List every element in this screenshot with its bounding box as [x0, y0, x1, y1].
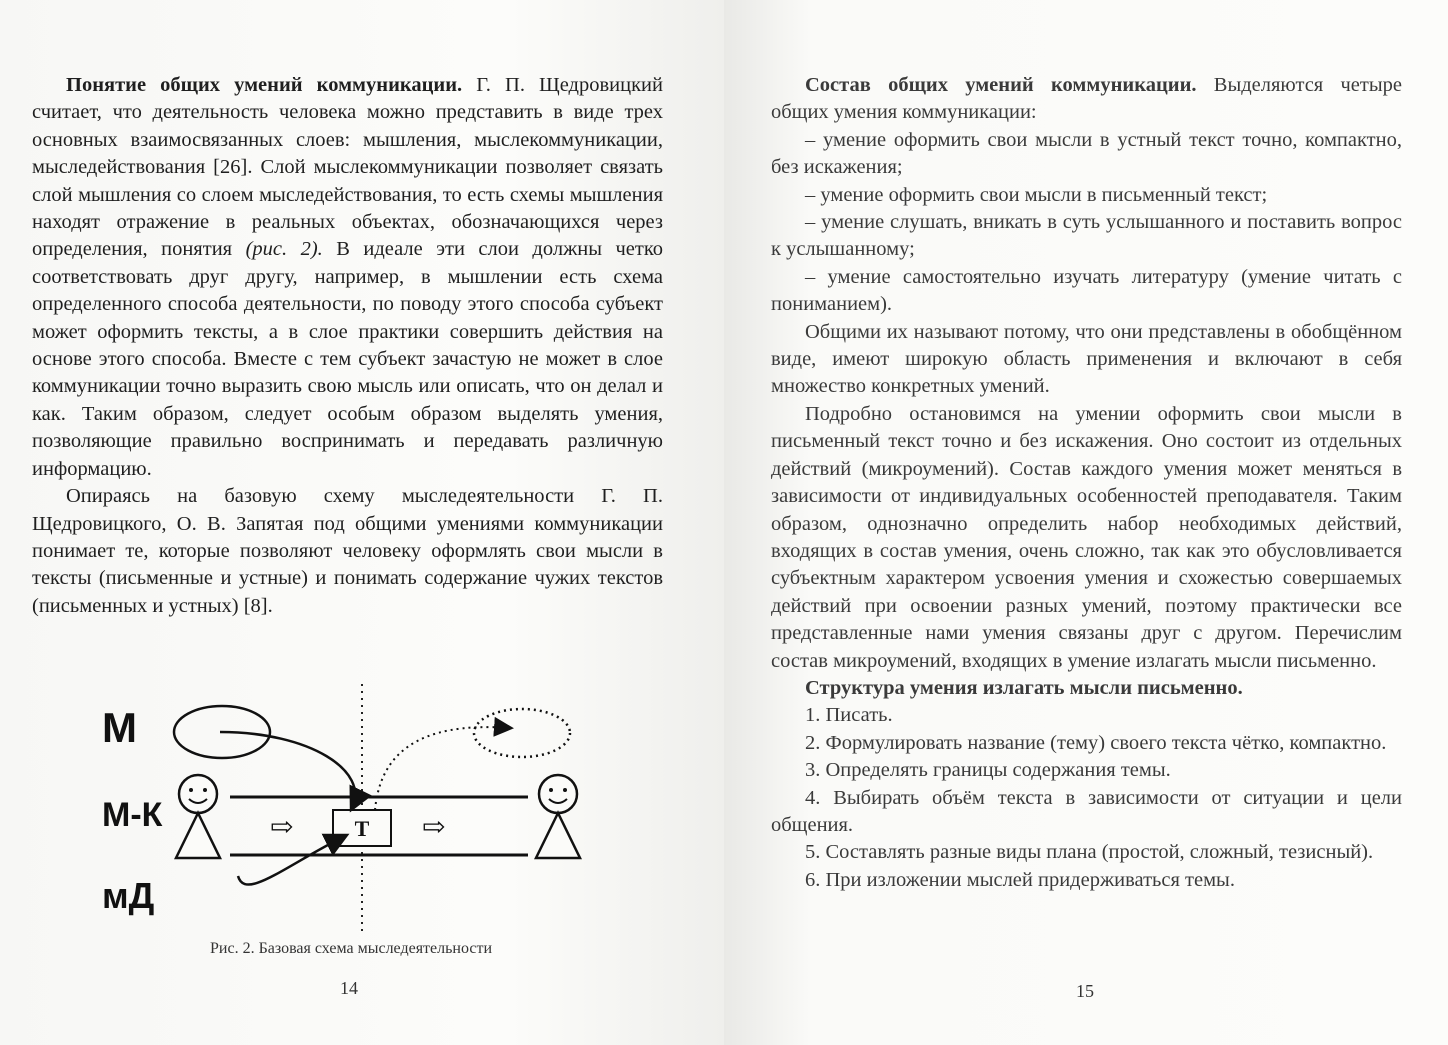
mental-activity-diagram: [70, 676, 670, 936]
listener-figure: [536, 775, 580, 858]
layer-label-action: мД: [102, 875, 155, 916]
text-box-label: Т: [354, 816, 370, 841]
arrow-right-icon: ⇨: [422, 812, 446, 843]
left-paragraph-1-text-a: Г. П. Щедровицкий считает, что деятельность человека можно представить в виде трех основных взаимосвязанных слоев: мышления, мыслекоммуникации, мыследействования [26]. Слой мыслекоммуникации позволяет связать слой мышления со слоем мыследействования, то есть схемы мышления находят отражение в реальных объектах, обозначающихся через определения, понятия: [32, 74, 663, 261]
list-item: – умение оформить свои мысли в устный текст точно, компактно, без искажения;: [771, 128, 1402, 179]
left-page-text: [32, 72, 663, 620]
left-paragraph-1-text-b: В идеале эти слои должны четко соответствовать друг другу, например, в мышлении есть схема определенного способа деятельности, по поводу этого способа субъект может оформить тексты, а в слое практики совершить действия на основе этого способа. Вместе с тем субъект зачастую не может в слое коммуникации точно выразить свою мысль или описать, что он делал и как. Таким образом, следует особым образом выделять умения, позволяющие правильно воспринимать и передавать различную информацию.: [32, 238, 663, 480]
thinking-ellipse-right: [474, 709, 570, 757]
figure-reference: (рис. 2).: [245, 238, 323, 261]
step-item: 2. Формулировать название (тему) своего текста чётко, компактно.: [805, 731, 1387, 754]
step-item: 6. При изложении мыслей придерживаться темы.: [805, 868, 1235, 891]
step-item: 4. Выбирать объём текста в зависимости от ситуации и цели общения.: [771, 786, 1402, 836]
left-paragraph-1: [32, 72, 663, 483]
right-paragraph-2: Общими их называют потому, что они представлены в обобщённом виде, имеют широкую область применения и включают в себя множество конкретных умений.: [771, 320, 1402, 398]
step-item: 3. Определять границы содержания темы.: [805, 759, 1171, 782]
action-to-text-arrow: [238, 836, 345, 885]
step-item: 1. Писать.: [805, 704, 893, 727]
right-paragraph-3: Подробно остановимся на умении оформить свои мысли в письменный текст точно и без искажения. Оно состоит из отдельных действий (микроумений). Состав каждого умения может меняться в зависимости от индивидуальных особенностей преподавателя. Таким образом, однозначно определить набор необходимых действий, входящих в состав умения, очень сложно, так как это обусловливается субъектным характером усвоения умения и схожестью совершаемых действий при освоении разных умений, поэтому практически все представленные нами умения связаны друг с другом. Перечислим состав микроумений, входящих в умение излагать мысли письменно.: [771, 402, 1402, 672]
right-page-text: [771, 72, 1402, 894]
right-paragraph-1-title: Состав общих умений коммуникации.: [805, 74, 1197, 96]
list-item: – умение слушать, вникать в суть услышанного и поставить вопрос к услышанному;: [771, 211, 1402, 261]
structure-title: Структура умения излагать мысли письменно.: [805, 676, 1243, 699]
page-number-left: 14: [340, 978, 358, 998]
right-paragraph-1: [771, 72, 1402, 127]
right-paragraph-1-text: Выделяются четыре общих умения коммуникации:: [771, 74, 1402, 124]
layer-label-communication: М-К: [102, 796, 163, 834]
speaker-figure: [176, 775, 220, 858]
figure-caption: Рис. 2. Базовая схема мыследеятельности: [210, 940, 493, 957]
left-paragraph-2: Опираясь на базовую схему мыследеятельности Г. П. Щедровицкого, О. В. Запятая под общими умениями коммуникации понимает те, которые позволяют человеку оформлять свои мысли в тексты (письменные и устные) и понимать содержание чужих текстов (письменных и устных) [8].: [32, 485, 663, 617]
list-item: – умение самостоятельно изучать литературу (умение читать с пониманием).: [771, 265, 1402, 316]
diagram-svg: [70, 676, 670, 936]
layer-label-thinking: М: [102, 704, 137, 751]
step-item: 5. Составлять разные виды плана (простой, сложный, тезисный).: [805, 841, 1374, 864]
list-item: – умение оформить свои мысли в письменный текст;: [805, 183, 1268, 206]
page-number-right: 15: [1076, 981, 1094, 1001]
left-paragraph-1-title: Понятие общих умений коммуникации.: [66, 74, 463, 96]
arrow-right-icon: ⇨: [270, 812, 294, 843]
